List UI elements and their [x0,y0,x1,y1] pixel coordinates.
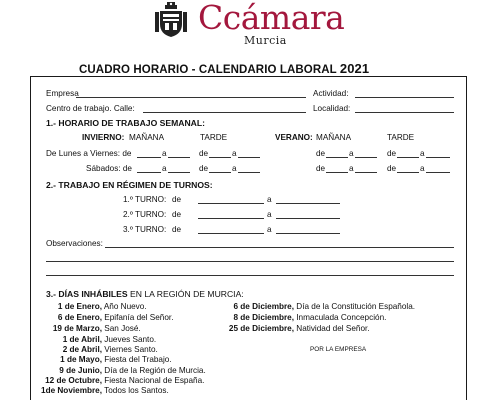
holiday-name: Año Nuevo. [102,302,147,311]
observaciones-label: Observaciones: [46,239,103,248]
turno-1-from-field[interactable] [198,203,264,204]
empresa-label: Empresa [46,89,79,98]
turno-3-to-field[interactable] [276,233,340,234]
lv-ver-t-to[interactable] [426,157,450,158]
holiday-item [40,386,169,395]
turno-2-de: de [172,210,182,219]
de-label: de [316,164,326,173]
lv-ver-m-to[interactable] [355,157,377,158]
verano-label: VERANO: [275,133,313,142]
holiday-name: Viernes Santo. [102,345,158,354]
de-label: de [199,149,209,158]
sabados-label: Sábados: de [86,164,132,173]
de-label: de [199,164,209,173]
holiday-item [40,376,204,385]
brand-subtitle: Murcia [244,34,287,47]
holiday-item [222,324,370,333]
sab-ver-m-from[interactable] [326,172,348,173]
a-label: a [232,149,237,158]
sab-ver-t-from[interactable] [397,172,419,173]
coat-of-arms-logo [154,2,188,38]
a-label: a [420,149,425,158]
holiday-item [40,345,158,354]
turno-2-label: 2.º TURNO: [123,210,167,219]
section-3-heading: 3.- DÍAS INHÁBILES EN LA REGIÓN DE MURCIA: [46,289,244,299]
verano-manana-label: MAÑANA [316,133,352,142]
holiday-item [40,335,156,344]
turno-2-to-field[interactable] [276,218,340,219]
de-label: de [316,149,326,158]
turno-1-a: a [267,195,272,204]
lv-ver-m-from[interactable] [326,157,348,158]
sab-inv-t-to[interactable] [238,172,260,173]
holiday-name: Jueves Santo. [102,335,157,344]
brand-logo-text: Ccámara [198,0,345,37]
holiday-date: 12 de Octubre, [45,376,102,385]
lv-inv-m-to[interactable] [168,157,190,158]
turno-1-label: 1.º TURNO: [123,195,167,204]
section-2-heading: 2.- TRABAJO EN RÉGIMEN DE TURNOS: [46,180,213,190]
centro-field[interactable] [143,112,306,113]
lv-inv-t-to[interactable] [238,157,260,158]
holiday-name: Fiesta del Trabajo. [102,355,172,364]
holiday-item [40,366,206,375]
holiday-date: 1 de Mayo, [60,355,102,364]
sab-inv-m-from[interactable] [137,172,161,173]
lunes-viernes-label: De Lunes a Viernes: de [46,149,132,158]
holiday-date: 2 de Abril, [62,345,102,354]
turno-3-a: a [267,225,272,234]
holiday-name: Día de la Región de Murcia. [102,366,206,375]
holiday-item [40,355,172,364]
holiday-name: Epifanía del Señor. [102,313,174,322]
a-label: a [349,149,354,158]
a-label: a [349,164,354,173]
turno-3-de: de [172,225,182,234]
observaciones-field-3[interactable] [46,275,454,276]
sab-ver-m-to[interactable] [355,172,377,173]
turno-3-label: 3.º TURNO: [123,225,167,234]
holiday-name: Día de la Constitución Española. [294,302,416,311]
observaciones-field-2[interactable] [46,261,454,262]
invierno-label: INVIERNO: [82,133,125,142]
holiday-name: Todos los Santos. [102,386,169,395]
observaciones-field-1[interactable] [105,247,454,248]
holiday-date: 25 de Diciembre, [228,324,294,333]
holiday-date: 1 de Enero, [57,302,102,311]
signature-label: POR LA EMPRESA [310,346,367,353]
document-title: CUADRO HORARIO - CALENDARIO LABORAL 2021 [79,61,370,76]
holiday-name: Natividad del Señor. [294,324,370,333]
holiday-date: 19 de Marzo, [52,324,102,333]
turno-1-to-field[interactable] [276,203,340,204]
holiday-item [222,313,386,322]
de-label: de [387,149,397,158]
holiday-date: 8 de Diciembre, [233,313,294,322]
section-1-heading: 1.- HORARIO DE TRABAJO SEMANAL: [46,118,205,128]
invierno-tarde-label: TARDE [200,133,228,142]
sab-inv-t-from[interactable] [209,172,231,173]
centro-label: Centro de trabajo. Calle: [46,104,135,113]
turno-2-from-field[interactable] [198,218,264,219]
lv-ver-t-from[interactable] [397,157,419,158]
verano-tarde-label: TARDE [387,133,415,142]
holiday-item [222,302,415,311]
holiday-date: 1de Noviembre, [41,386,102,395]
holiday-name: Inmaculada Concepción. [294,313,387,322]
actividad-field[interactable] [355,97,454,98]
de-label: de [387,164,397,173]
empresa-field[interactable] [76,97,306,98]
lv-inv-m-from[interactable] [137,157,161,158]
localidad-field[interactable] [355,112,454,113]
sab-ver-t-to[interactable] [426,172,450,173]
actividad-label: Actividad: [313,89,349,98]
holiday-item [40,313,173,322]
holiday-date: 6 de Diciembre, [233,302,294,311]
sab-inv-m-to[interactable] [168,172,190,173]
holiday-date: 1 de Abril, [62,335,102,344]
lv-inv-t-from[interactable] [209,157,231,158]
turno-1-de: de [172,195,182,204]
holiday-name: San José. [102,324,141,333]
turno-2-a: a [267,210,272,219]
holiday-date: 6 de Enero, [57,313,102,322]
holiday-item [40,324,141,333]
a-label: a [162,149,167,158]
localidad-label: Localidad: [313,104,351,113]
a-label: a [232,164,237,173]
holiday-name: Fiesta Nacional de España. [102,376,205,385]
turno-3-from-field[interactable] [198,233,264,234]
holiday-date: 9 de Junio, [59,366,102,375]
a-label: a [162,164,167,173]
holiday-item [40,302,147,311]
a-label: a [420,164,425,173]
invierno-manana-label: MAÑANA [129,133,165,142]
